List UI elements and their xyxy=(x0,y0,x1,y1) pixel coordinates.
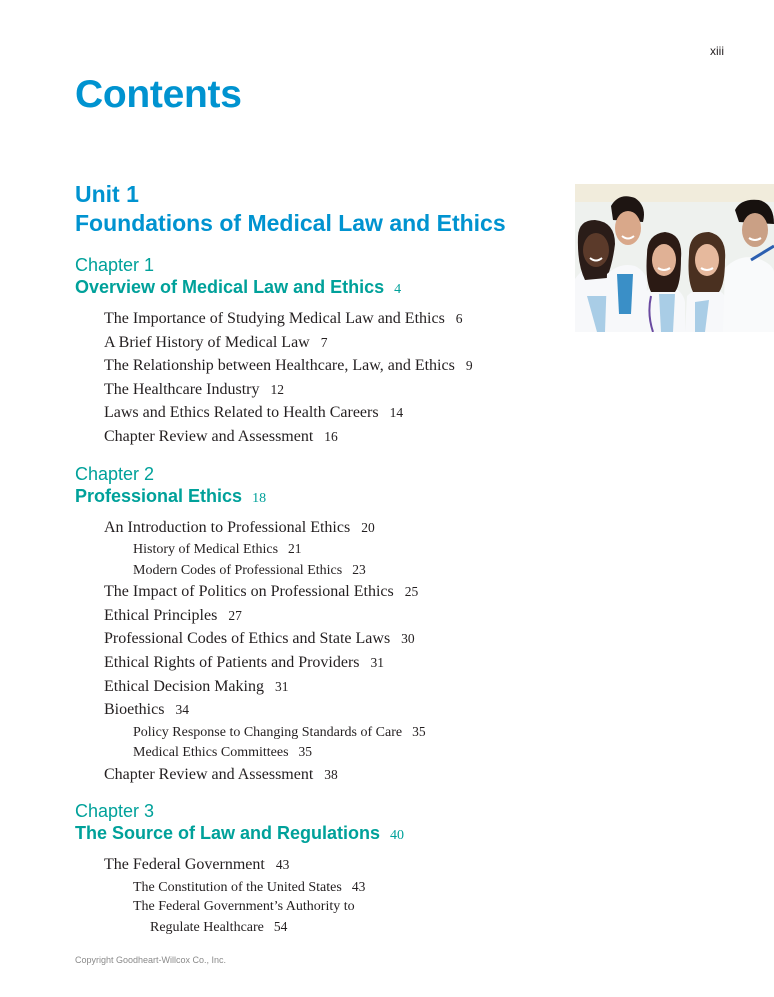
entry-text: Modern Codes of Professional Ethics xyxy=(133,562,343,578)
entry-page: 25 xyxy=(404,584,419,600)
chapter-title: Overview of Medical Law and Ethics xyxy=(75,277,385,297)
entry-page: 34 xyxy=(175,702,189,718)
entry-page: 43 xyxy=(351,878,366,894)
entry-text: Regulate Healthcare xyxy=(150,919,264,935)
entry-text: Ethical Decision Making xyxy=(104,677,264,695)
toc-subentry[interactable] xyxy=(75,560,555,581)
page-title: Contents xyxy=(75,73,242,116)
copyright-notice: Copyright Goodheart-Willcox Co., Inc. xyxy=(75,955,227,965)
entry-page: 35 xyxy=(412,723,426,739)
entry-page: 27 xyxy=(228,607,242,623)
chapter-2 xyxy=(75,463,555,787)
entry-text: The Healthcare Industry xyxy=(104,380,260,398)
chapter-title-link[interactable] xyxy=(75,485,555,510)
entry-text: Medical Ethics Committees xyxy=(133,745,289,761)
entry-page: 14 xyxy=(389,405,404,421)
entry-text: The Relationship between Healthcare, Law, and Ethics xyxy=(104,357,455,375)
toc-entry[interactable] xyxy=(75,331,555,355)
entry-text: Professional Codes of Ethics and State Laws xyxy=(104,630,391,648)
chapter-page: 40 xyxy=(390,828,405,844)
chapter-title: Professional Ethics xyxy=(75,485,243,506)
entry-text: A Brief History of Medical Law xyxy=(104,333,310,351)
toc-subentry[interactable] xyxy=(75,539,555,560)
students-photo xyxy=(575,184,774,332)
entry-page: 21 xyxy=(288,541,302,557)
chapter-page: 4 xyxy=(394,282,402,297)
toc-entry[interactable] xyxy=(75,425,555,449)
unit-heading xyxy=(75,180,506,238)
entry-text: The Federal Government xyxy=(104,856,265,874)
unit-title: Foundations of Medical Law and Ethics xyxy=(75,210,506,236)
entry-page: 6 xyxy=(455,311,463,326)
healthcare-students-illustration xyxy=(575,184,774,332)
toc-entry[interactable] xyxy=(75,763,555,787)
toc-entry[interactable] xyxy=(75,580,555,604)
entry-page: 38 xyxy=(324,766,338,782)
entry-page: 43 xyxy=(275,857,290,873)
entry-page: 35 xyxy=(298,744,313,760)
entry-text: Bioethics xyxy=(104,701,165,719)
entry-page: 20 xyxy=(361,519,375,535)
entry-text: The Constitution of the United States xyxy=(133,879,342,895)
entry-page: 23 xyxy=(352,561,366,577)
toc-subentry[interactable] xyxy=(75,722,555,743)
toc-entry[interactable] xyxy=(75,604,555,628)
toc-entry[interactable] xyxy=(75,307,555,331)
chapter-title: The Source of Law and Regulations xyxy=(75,823,381,844)
toc-entry[interactable] xyxy=(75,698,555,722)
chapter-label: Chapter 3 xyxy=(75,801,155,822)
entry-text: The Impact of Politics on Professional Ethics xyxy=(104,583,394,601)
toc-entry[interactable] xyxy=(75,354,555,378)
toc-entry[interactable] xyxy=(75,627,555,651)
page-number: xiii xyxy=(710,44,724,58)
toc-entry[interactable] xyxy=(75,675,555,699)
chapter-title-link[interactable] xyxy=(75,822,555,847)
entry-text: Ethical Principles xyxy=(104,606,218,624)
entry-text: The Federal Government’s Authority to xyxy=(133,899,355,915)
entry-text: Policy Response to Changing Standards of Care xyxy=(133,724,403,740)
entry-page: 31 xyxy=(274,678,289,694)
entry-text: Chapter Review and Assessment xyxy=(104,765,314,783)
entry-page: 16 xyxy=(324,428,338,444)
toc-entry[interactable] xyxy=(75,853,555,877)
entry-text: The Importance of Studying Medical Law and Ethics xyxy=(104,310,445,327)
chapter-3 xyxy=(75,800,555,937)
unit-label: Unit 1 xyxy=(75,181,139,207)
table-of-contents xyxy=(75,254,555,951)
toc-subentry-continuation[interactable] xyxy=(75,917,555,938)
toc-subentry[interactable] xyxy=(75,742,555,763)
chapter-label: Chapter 2 xyxy=(75,463,155,484)
toc-entry[interactable] xyxy=(75,516,555,540)
toc-entry[interactable] xyxy=(75,651,555,675)
toc-subentry[interactable] xyxy=(75,897,555,917)
entry-page: 12 xyxy=(270,381,284,397)
entry-page: 30 xyxy=(401,631,415,647)
entry-text: Laws and Ethics Related to Health Careers xyxy=(104,404,379,422)
chapter-1 xyxy=(75,254,555,449)
entry-text: An Introduction to Professional Ethics xyxy=(104,518,351,536)
entry-page: 9 xyxy=(465,358,473,374)
entry-page: 7 xyxy=(320,334,328,350)
entry-text: Ethical Rights of Patients and Providers xyxy=(104,653,360,671)
toc-entry[interactable] xyxy=(75,378,555,402)
chapter-title-link[interactable] xyxy=(75,276,555,301)
chapter-page: 18 xyxy=(252,490,267,506)
toc-entry[interactable] xyxy=(75,401,555,425)
entry-page: 54 xyxy=(273,918,288,934)
entry-page: 31 xyxy=(370,654,385,670)
entry-text: History of Medical Ethics xyxy=(133,542,279,558)
toc-subentry[interactable] xyxy=(75,877,555,898)
entry-text: Chapter Review and Assessment xyxy=(104,427,314,445)
chapter-label: Chapter 1 xyxy=(75,255,155,275)
